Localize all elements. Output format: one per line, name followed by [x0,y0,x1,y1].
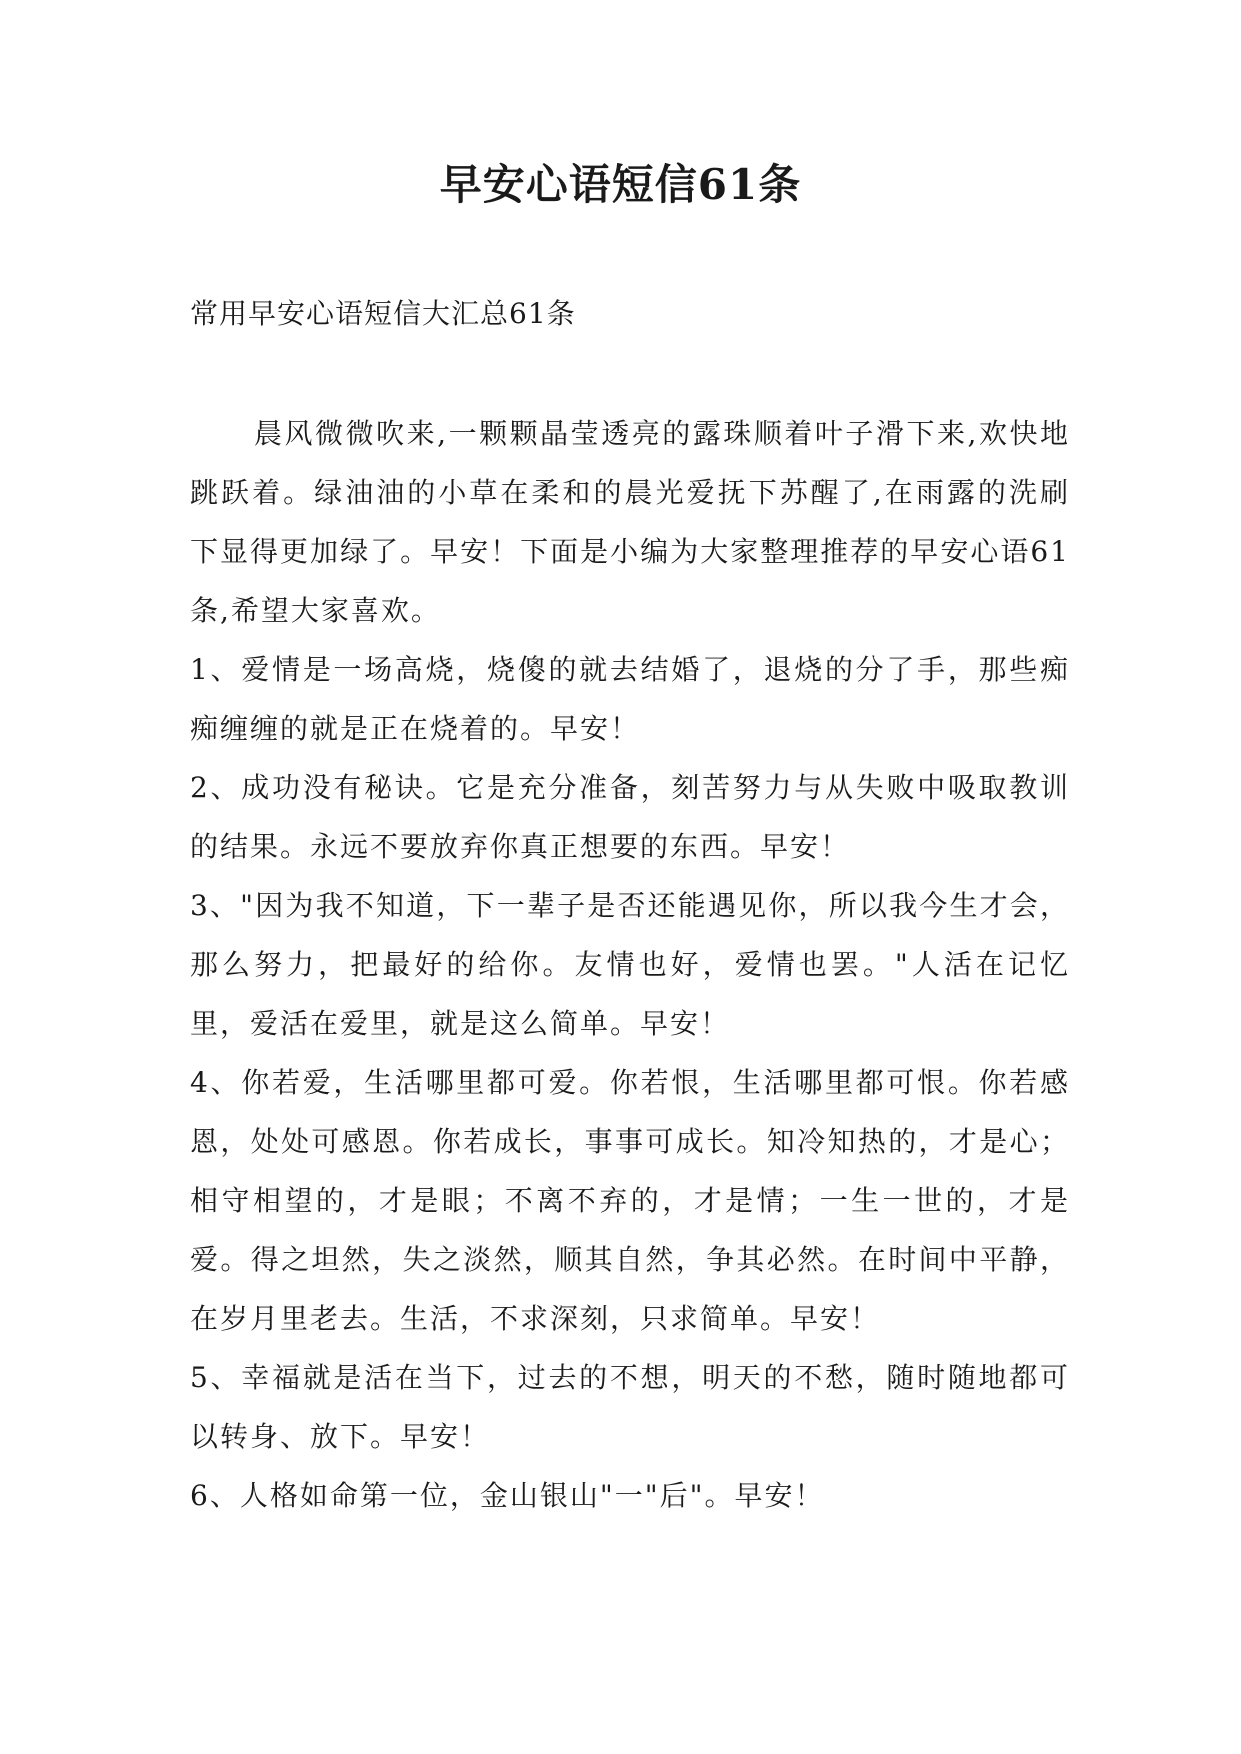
document-subtitle: 常用早安心语短信大汇总61条 [190,297,576,330]
list-item: 2、成功没有秘诀。它是充分准备，刻苦努力与从失败中吸取教训的结果。永远不要放弃你真正想要的东西。早安！ [190,771,1070,863]
intro-paragraph: 晨风微微吹来,一颗颗晶莹透亮的露珠顺着叶子滑下来,欢快地跳跃着。绿油油的小草在柔和的晨光爱抚下苏醒了,在雨露的洗刷下显得更加绿了。早安！下面是小编为大家整理推荐的早安心语61条,希望大家喜欢。 [190,417,1070,627]
list-item: 5、幸福就是活在当下，过去的不想，明天的不愁，随时随地都可以转身、放下。早安！ [190,1361,1070,1453]
document-body [190,404,1070,1525]
list-item: 1、爱情是一场高烧，烧傻的就去结婚了，退烧的分了手，那些痴痴缠缠的就是正在烧着的。早安！ [190,653,1070,745]
list-item: 3、"因为我不知道，下一辈子是否还能遇见你，所以我今生才会，那么努力，把最好的给你。友情也好，爱情也罢。"人活在记忆里，爱活在爱里，就是这么简单。早安！ [190,889,1070,1040]
document-title: 早安心语短信61条 [439,160,802,209]
list-item: 6、人格如命第一位，金山银山"一"后"。早安！ [190,1479,825,1512]
list-item: 4、你若爱，生活哪里都可爱。你若恨，生活哪里都可恨。你若感恩，处处可感恩。你若成长，事事可成长。知冷知热的，才是心；相守相望的，才是眼；不离不弃的，才是情；一生一世的，才是爱。得之坦然，失之淡然，顺其自然，争其必然。在时间中平静，在岁月里老去。生活，不求深刻，只求简单。早安！ [190,1066,1070,1335]
